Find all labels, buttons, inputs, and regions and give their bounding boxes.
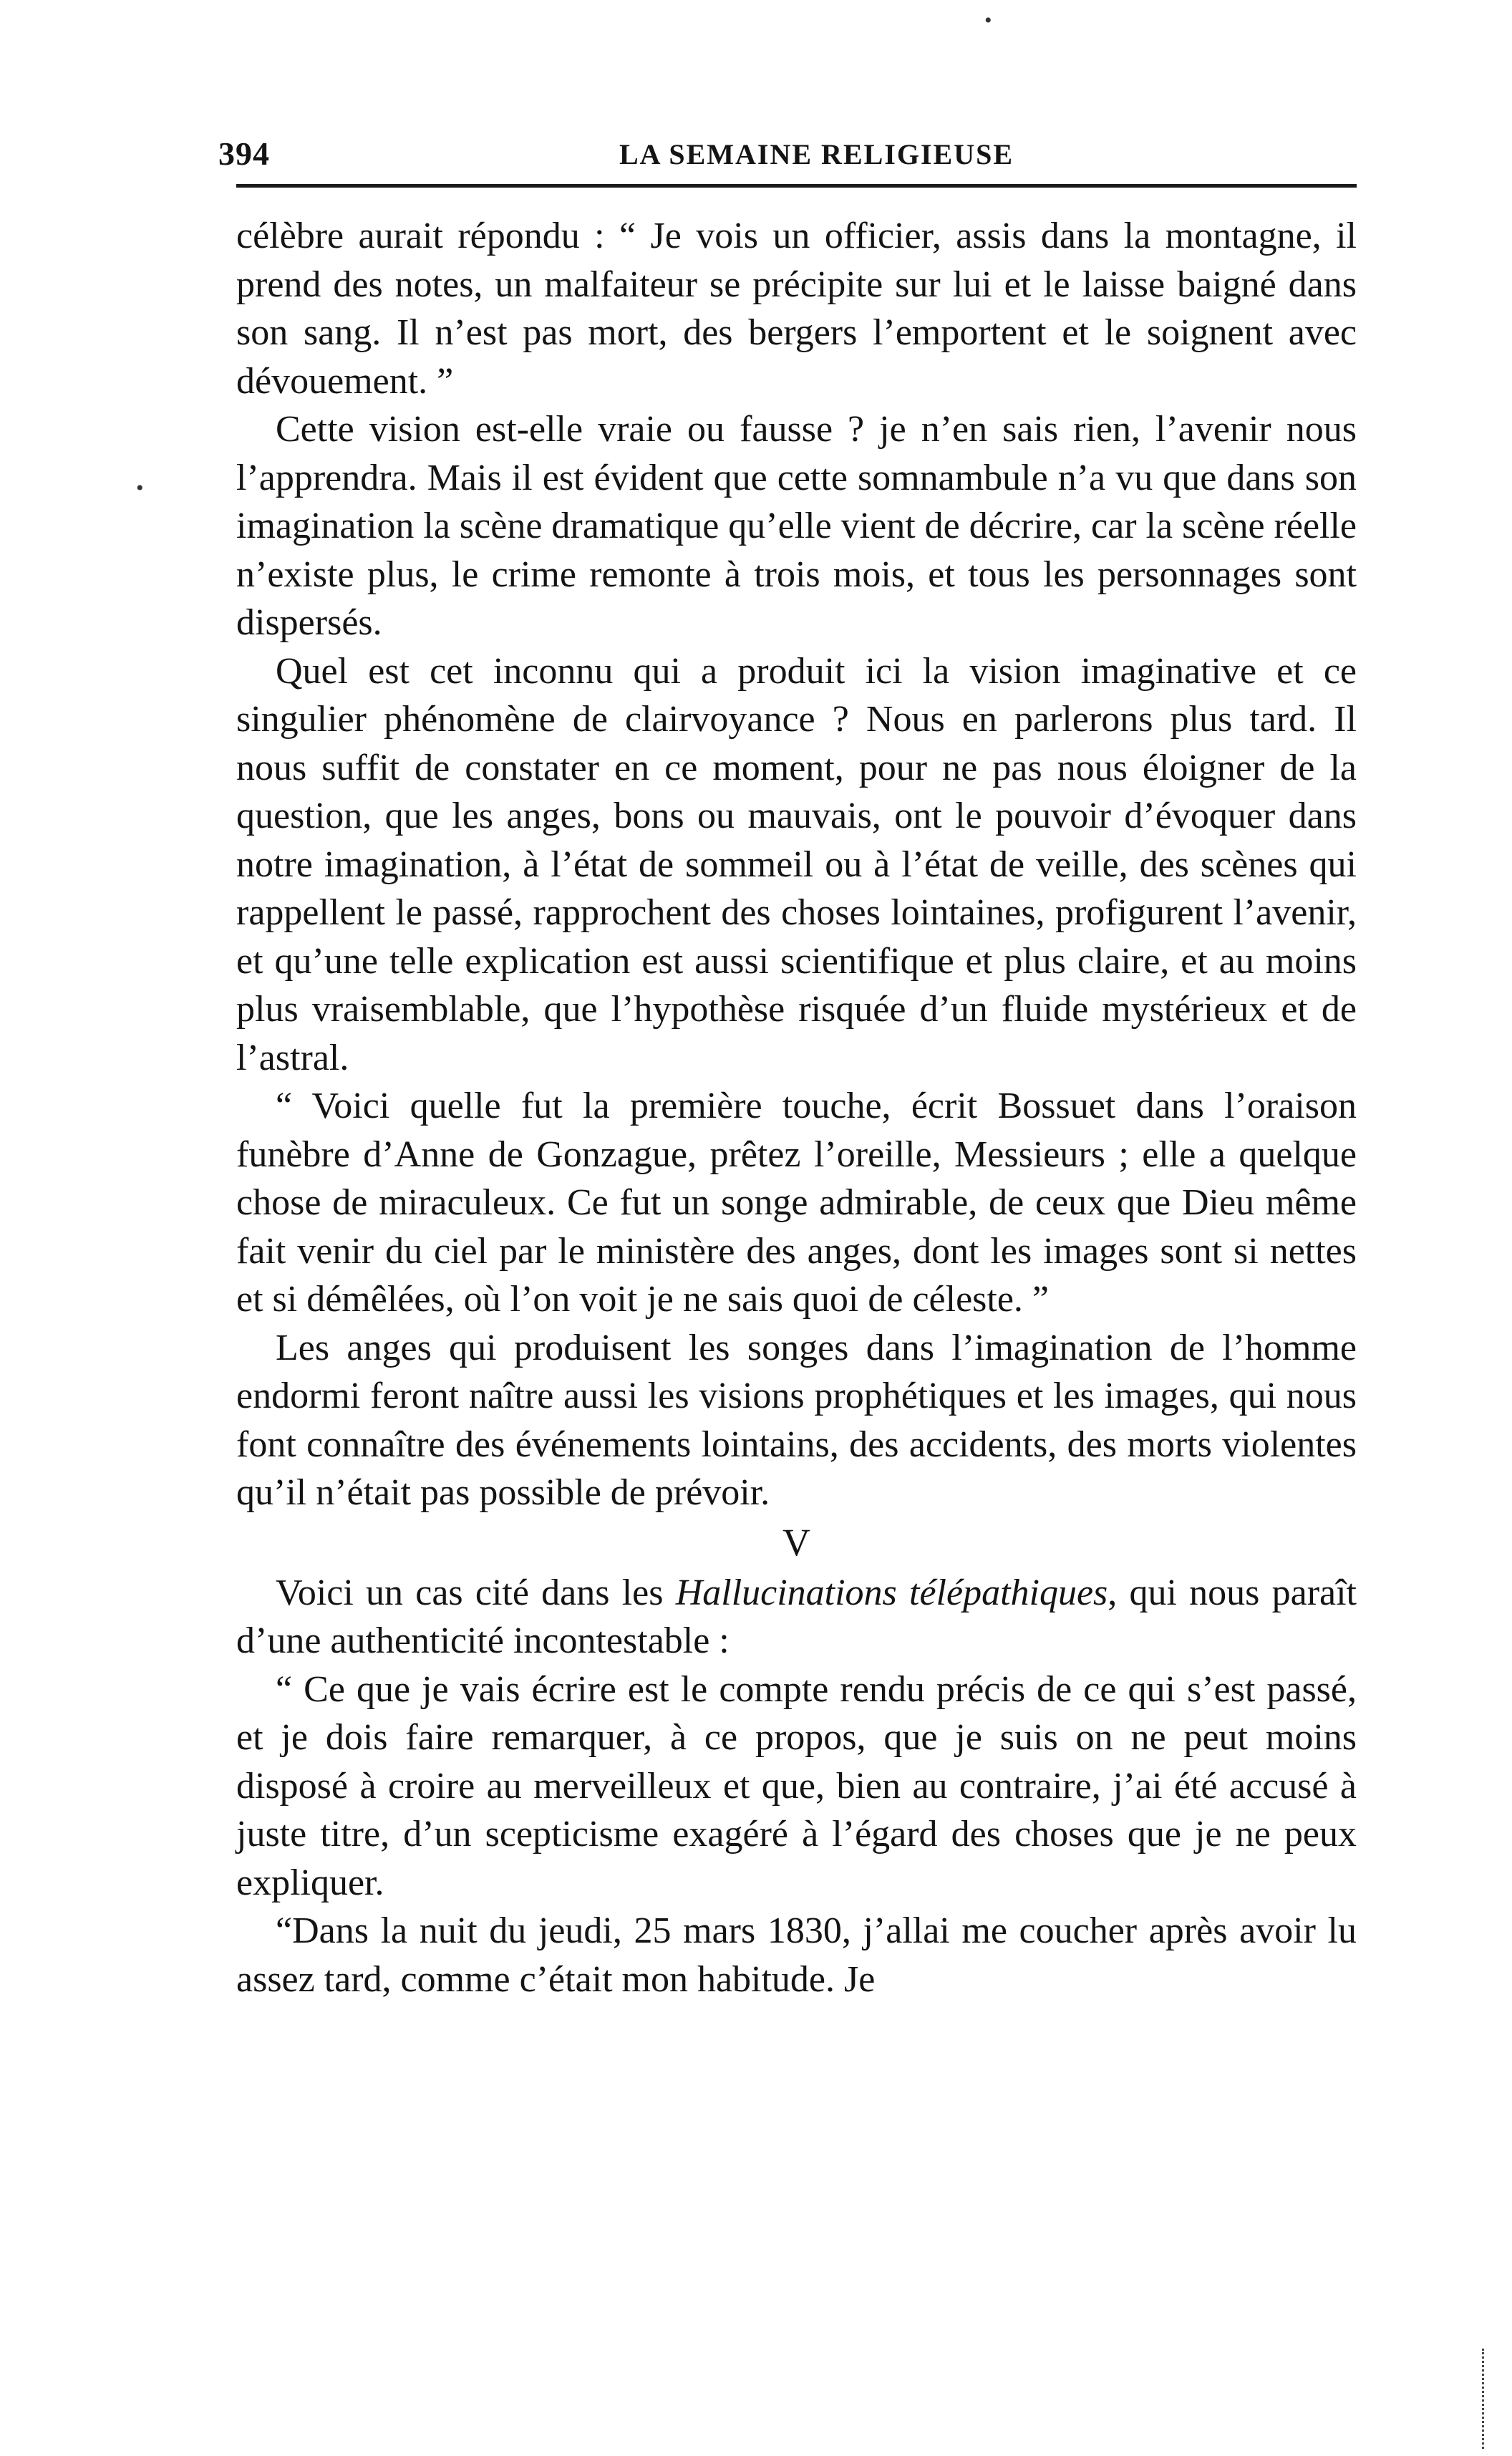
paragraph-5: Les anges qui produisent les songes dans l’imagination de l’homme endormi feront naître aussi les visions prophétiques et les images, qui nous font connaître des événements lointains, des accidents, des morts violentes qu’il n’était pas possible de prévoir. — [236, 1327, 1357, 1513]
section-intro-after: , qui nous paraît d’une authenticité incontestable : — [236, 1572, 1357, 1661]
page-header — [218, 135, 1335, 178]
paragraph-2: Cette vision est-elle vraie ou fausse ? je n’en sais rien, l’avenir nous l’apprendra. Mais il est évident que cette somnambule n’a vu que dans son imagination la scène dramatique qu’elle vient de décrire, car la scène réelle n’existe plus, le crime remonte à trois mois, et tous les personnages sont dispersés. — [236, 409, 1357, 643]
section-intro-paragraph — [236, 1569, 1357, 1665]
running-title: LA SEMAINE RELIGIEUSE — [619, 138, 1014, 170]
edge-dotted-line — [1482, 2349, 1484, 2449]
paragraph-4: “ Voici quelle fut la première touche, écrit Bossuet dans l’oraison funèbre d’Anne de Gonzague, prêtez l’oreille, Messieurs ; elle a quelque chose de miraculeux. Ce fut un songe admirable, de ceux que Dieu même fait venir du ciel par le ministère des anges, dont les images sont si nettes et si démêlées, où l’on voit je ne sais quoi de céleste. ” — [236, 1086, 1357, 1320]
page-number: 394 — [218, 135, 270, 172]
body-text — [236, 212, 1357, 2003]
section-heading: V — [782, 1520, 810, 1564]
quote-paragraph-2: “Dans la nuit du jeudi, 25 mars 1830, j’allai me coucher après avoir lu assez tard, comme c’était mon habitude. Je — [236, 1910, 1357, 2000]
header-rule — [236, 184, 1357, 188]
top-speck-mark: • — [984, 9, 992, 32]
paragraph-3: Quel est cet inconnu qui a produit ici la vision imaginative et ce singulier phénomène de clairvoyance ? Nous en parlerons plus tard. Il nous suffit de constater en ce moment, pour ne pas nous éloigner de la question, que les anges, bons ou mauvais, ont le pouvoir d’évoquer dans notre imagination, à l’état de sommeil ou à l’état de veille, des scènes qui rappellent le passé, rapprochent des choses lointaines, profigurent l’avenir, et qu’une telle explication est aussi scientifique et plus claire, et au moins plus vraisemblable, que l’hypothèse risquée d’un fluide mystérieux et de l’astral. — [236, 650, 1357, 1078]
left-margin-dot: • — [136, 476, 144, 500]
quote-paragraph-1: “ Ce que je vais écrire est le compte rendu précis de ce qui s’est passé, et je dois faire remarquer, à ce propos, que je suis on ne peut moins disposé à croire au merveilleux et que, bien au contraire, j’ai été accusé à juste titre, d’un scepticisme exagéré à l’égard des choses que je ne peux expliquer. — [236, 1668, 1357, 1903]
section-intro-before: Voici un cas cité dans les — [276, 1572, 676, 1613]
book-title: Hallucinations télépathiques — [675, 1572, 1108, 1613]
paragraph-1: célèbre aurait répondu : “ Je vois un officier, assis dans la montagne, il prend des notes, un malfaiteur se précipite sur lui et le laisse baigné dans son sang. Il n’est pas mort, des bergers l’emportent et le soignent avec dévouement. ” — [236, 216, 1357, 402]
